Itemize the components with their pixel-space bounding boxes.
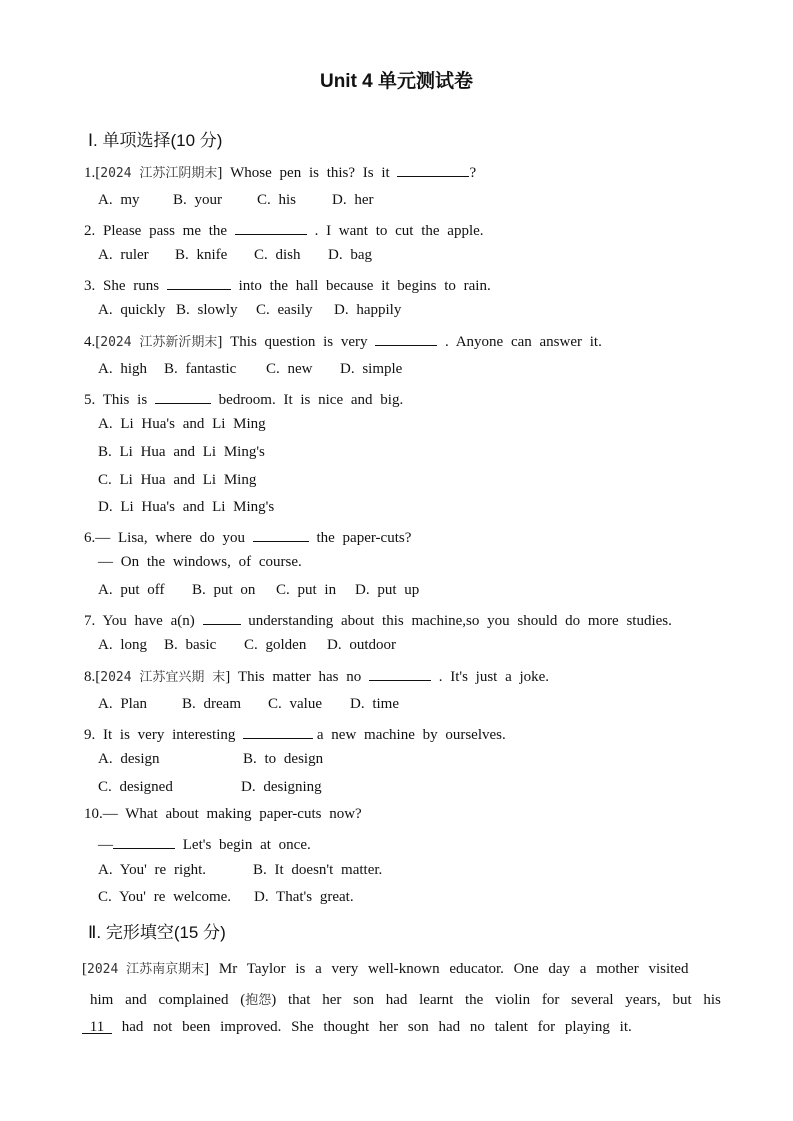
page-title: Unit 4 单元测试卷	[319, 71, 474, 92]
question-4-options	[98, 361, 402, 378]
answer-blank[interactable]	[397, 162, 469, 177]
question-1-options	[98, 192, 374, 209]
option-d[interactable]: D. her	[332, 192, 374, 208]
option-d[interactable]: D. put up	[355, 582, 420, 598]
question-8-options	[98, 696, 399, 713]
option-c[interactable]: C. his	[257, 192, 297, 208]
option-c[interactable]: C. value	[268, 696, 322, 712]
question-10-options	[98, 862, 382, 879]
question-9: 9. It is very interesting a new machine by ourselves.	[84, 724, 506, 744]
option-d[interactable]: D. That's great.	[254, 889, 354, 905]
question-10-reply: — Let's begin at once.	[98, 834, 311, 854]
answer-blank[interactable]	[253, 527, 309, 542]
answer-blank[interactable]	[243, 724, 313, 739]
option-b[interactable]: B. your	[173, 192, 222, 208]
question-7: 7. You have a(n) understanding about this machine,so you should do more studies.	[84, 610, 672, 630]
question-4: 4.[2024 江苏新沂期末] This question is very . Anyone can answer it.	[84, 331, 602, 351]
question-6: 6.— Lisa, where do you the paper-cuts?	[84, 527, 411, 547]
question-9-options	[98, 751, 323, 768]
option-d[interactable]: D. Li Hua's and Li Ming's	[98, 499, 275, 515]
section-heading-cloze: Ⅱ. 完形填空(15 分)	[88, 923, 226, 942]
question-6-reply: — On the windows, of course.	[98, 554, 302, 570]
source-tag: 2024 江苏江阴期末	[100, 166, 218, 181]
cloze-blank-11[interactable]: 11	[82, 1019, 112, 1034]
answer-blank[interactable]	[375, 331, 437, 346]
answer-blank[interactable]	[203, 610, 241, 625]
question-8: 8.[2024 江苏宜兴期 末] This matter has no . It's just a joke.	[84, 666, 549, 686]
answer-blank[interactable]	[167, 275, 231, 290]
question-6-options	[98, 582, 419, 599]
source-tag: 2024 江苏宜兴期 末	[100, 670, 226, 685]
question-2-options	[98, 247, 372, 264]
option-b[interactable]: B. knife	[175, 247, 228, 263]
question-1: 1.[2024 江苏江阴期末] Whose pen is this? Is it ?	[84, 162, 476, 182]
option-d[interactable]: D. simple	[340, 361, 403, 377]
option-a[interactable]: A. my	[98, 192, 140, 208]
option-b[interactable]: B. dream	[182, 696, 241, 712]
question-7-options	[98, 637, 396, 654]
option-d[interactable]: D. designing	[241, 779, 322, 795]
question-2: 2. Please pass me the . I want to cut the apple.	[84, 220, 484, 240]
section-heading-single-choice: Ⅰ. 单项选择(10 分)	[88, 131, 223, 150]
answer-blank[interactable]	[155, 389, 211, 404]
option-d[interactable]: D. bag	[328, 247, 372, 263]
passage-line-3: 11 had not been improved. She thought her son had no talent for playing it.	[82, 1019, 632, 1036]
answer-blank[interactable]	[235, 220, 307, 235]
option-a[interactable]: A. Li Hua's and Li Ming	[98, 416, 266, 432]
option-b[interactable]: B. basic	[164, 637, 217, 653]
question-3-options	[98, 302, 401, 319]
option-a[interactable]: A. high	[98, 361, 147, 377]
option-b[interactable]: B. It doesn't matter.	[253, 862, 383, 878]
option-c[interactable]: C. new	[266, 361, 313, 377]
option-c[interactable]: C. You' re welcome.	[98, 889, 232, 905]
source-tag: 2024 江苏新沂期末	[100, 335, 218, 350]
option-d[interactable]: D. happily	[334, 302, 402, 318]
option-b[interactable]: B. to design	[243, 751, 324, 767]
passage-line-2: him and complained (抱怨) that her son had learnt the violin for several years, but his	[90, 992, 721, 1008]
passage-line-1: [2024 江苏南京期末] Mr Taylor is a very well-known educator. One day a mother visited	[82, 961, 689, 977]
option-b[interactable]: B. slowly	[176, 302, 238, 318]
source-tag: 2024 江苏南京期末	[87, 962, 205, 977]
question-10: 10.— What about making paper-cuts now?	[84, 806, 362, 822]
answer-blank[interactable]	[369, 666, 431, 681]
option-a[interactable]: A. ruler	[98, 247, 149, 263]
question-3: 3. She runs into the hall because it begins to rain.	[84, 275, 491, 295]
option-a[interactable]: A. put off	[98, 582, 165, 598]
option-c[interactable]: C. golden	[244, 637, 307, 653]
option-a[interactable]: A. design	[98, 751, 160, 767]
option-a[interactable]: A. long	[98, 637, 147, 653]
option-d[interactable]: D. outdoor	[327, 637, 396, 653]
question-10-options-row2	[98, 889, 354, 906]
option-c[interactable]: C. designed	[98, 779, 173, 795]
question-5: 5. This is bedroom. It is nice and big.	[84, 389, 403, 409]
option-a[interactable]: A. quickly	[98, 302, 166, 318]
option-c[interactable]: C. Li Hua and Li Ming	[98, 472, 257, 488]
option-d[interactable]: D. time	[350, 696, 399, 712]
answer-blank[interactable]	[113, 834, 175, 849]
option-b[interactable]: B. Li Hua and Li Ming's	[98, 444, 265, 460]
question-9-options-row2	[98, 779, 322, 796]
option-a[interactable]: A. Plan	[98, 696, 147, 712]
option-c[interactable]: C. put in	[276, 582, 337, 598]
option-c[interactable]: C. dish	[254, 247, 301, 263]
option-b[interactable]: B. put on	[192, 582, 256, 598]
option-b[interactable]: B. fantastic	[164, 361, 237, 377]
option-a[interactable]: A. You' re right.	[98, 862, 207, 878]
option-c[interactable]: C. easily	[256, 302, 313, 318]
